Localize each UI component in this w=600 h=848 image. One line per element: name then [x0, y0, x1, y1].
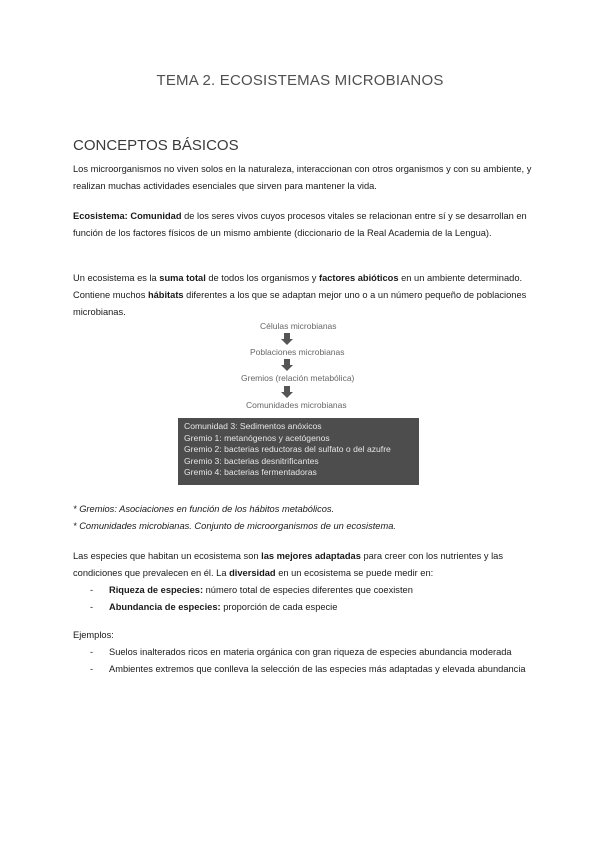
bold-factores-abioticos: factores abióticos — [318, 273, 399, 283]
text-span: para creer con los nutrientes y las condiciones que prevalecen en él. La — [73, 551, 503, 578]
text-span: Las especies que habitan un ecosistema son — [73, 551, 262, 561]
bullet-dash: - — [90, 602, 94, 612]
list-item — [73, 644, 535, 661]
box-line: Gremio 4: bacterias fermentadoras — [184, 467, 317, 478]
diagram-level-cells: Células microbianas — [260, 321, 337, 331]
note-gremios: * Gremios: Asociaciones en función de los hábitos metabólicos. — [73, 504, 335, 514]
text-span: Ambientes extremos que conlleva la selección de las especies más adaptadas y elevada abundancia — [109, 664, 526, 674]
document-title: TEMA 2. ECOSISTEMAS MICROBIANOS — [156, 72, 444, 89]
footnotes — [73, 501, 396, 535]
bold-mejores-adaptadas: las mejores adaptadas — [261, 551, 361, 561]
bullet-dash: - — [90, 585, 94, 595]
bold-riqueza: Riqueza de especies: — [109, 585, 204, 595]
community-example-box — [178, 418, 419, 485]
box-line: Gremio 3: bacterias desnitrificantes — [184, 455, 319, 466]
bold-diversidad: diversidad — [229, 568, 276, 578]
paragraph-intro: Los microorganismos no viven solos en la naturaleza, interaccionan con otros organismos y con su ambiente, y realizan muchas actividades esenciales que sirven para mantener la vida. — [73, 164, 532, 191]
text-span: diferentes a los que se adaptan mejor uno o a un número pequeño de poblaciones microbianas. — [73, 290, 527, 317]
text-span: Un ecosistema es la — [73, 273, 160, 283]
bold-suma-total: suma total — [159, 273, 206, 283]
text-span: proporción de cada especie — [220, 602, 338, 612]
list-item — [73, 661, 535, 678]
note-comunidades: * Comunidades microbianas. Conjunto de microorganismos de un ecosistema. — [73, 521, 396, 531]
text-span: número total de especies diferentes que coexisten — [203, 585, 413, 595]
section-heading: CONCEPTOS BÁSICOS — [73, 137, 239, 154]
bullet-dash: - — [90, 647, 94, 657]
term-ecosistema: Ecosistema: — [73, 211, 128, 221]
diagram-level-communities: Comunidades microbianas — [246, 400, 347, 410]
bullet-dash: - — [90, 664, 94, 674]
paragraph-ecosistema-description — [73, 270, 535, 321]
paragraph-species — [73, 548, 535, 582]
list-item — [73, 599, 535, 616]
definition-text: de los seres vivos cuyos procesos vitales se relacionan entre sí y se desarrollan en función de los factores físicos de un mismo ambiente (diccionario de la Real Academia de la Lengua). — [73, 211, 527, 238]
term-comunidad: Comunidad — [130, 211, 182, 221]
examples-list — [73, 644, 535, 678]
box-line: Comunidad 3: Sedimentos anóxicos — [184, 421, 322, 431]
diagram-level-populations: Poblaciones microbianas — [250, 347, 345, 357]
bold-habitats: hábitats — [147, 290, 184, 300]
box-line: Gremio 2: bacterias reductoras del sulfato o del azufre — [184, 444, 391, 455]
paragraph-ecosistema-definition — [73, 208, 535, 242]
box-line: Gremio 1: metanógenos y acetógenos — [184, 432, 330, 443]
bold-abundancia: Abundancia de especies: — [109, 602, 221, 612]
text-span: en un ecosistema se puede medir en: — [275, 568, 434, 578]
diversity-measures-list — [73, 582, 535, 616]
list-item — [73, 582, 535, 599]
text-span: Suelos inalterados ricos en materia orgánica con gran riqueza de especies abundancia moderada — [109, 647, 512, 657]
diagram-level-guilds: Gremios (relación metabólica) — [241, 373, 355, 383]
text-span: en un ambiente determinado. Contiene muchos — [73, 273, 523, 300]
text-span: de todos los organismos y — [205, 273, 319, 283]
examples-label: Ejemplos: — [73, 630, 114, 640]
